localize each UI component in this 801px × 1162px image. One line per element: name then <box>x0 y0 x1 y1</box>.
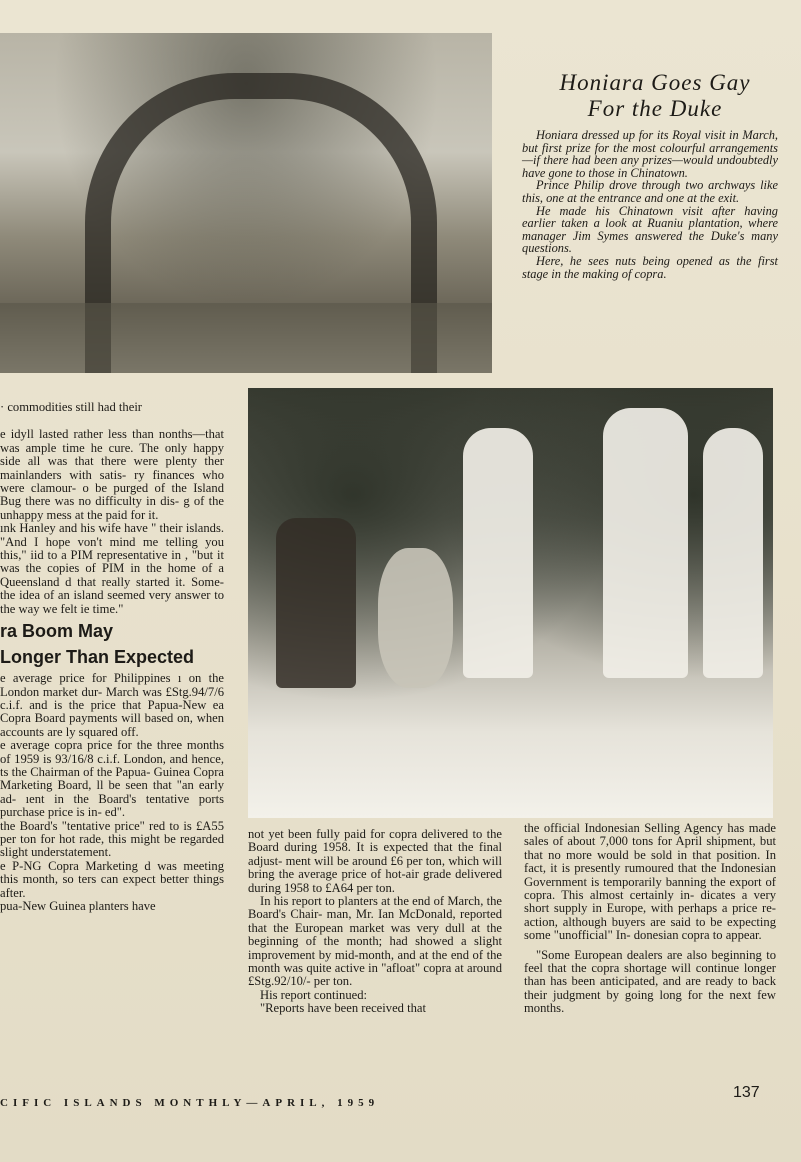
copra-sack <box>378 548 453 688</box>
section-heading <box>0 618 224 670</box>
middle-text-column <box>248 828 502 1016</box>
left-paragraph: e average price for Philippines ı on the London market dur- March was £Stg.94/7/6 c.i.f. and is the price that Papua-New ea Copra Board payments will based on, when accounts are ly squared off. <box>0 671 224 739</box>
officer-figure <box>603 408 688 678</box>
street-ground <box>0 303 492 373</box>
left-paragraph: ınk Hanley and his wife have " their islands. "And I hope von't mind me telling you this," iid to a PIM representative in , "but it was the copies of PIM in the home of a Queensland d that really started it. Some- the idea of an island seemed very answer to the way we felt ie time." <box>0 521 224 616</box>
manager-figure <box>703 428 763 678</box>
section-heading-line1: ra Boom May <box>0 621 114 642</box>
right-paragraph: "Some European dealers are also beginning to feel that the copra shortage will continue longer than has been anticipated, and are ready to back their judgment by going long for the next few months. <box>524 947 776 1016</box>
article-title-line2: For the Duke <box>587 96 723 121</box>
left-paragraph: pua-New Guinea planters have <box>0 899 156 913</box>
section-heading-line2: Longer Than Expected <box>0 647 195 668</box>
article-title-line1: Honiara Goes Gay <box>559 70 751 95</box>
caption-paragraph: Here, he sees nuts being opened as the first stage in the making of copra. <box>522 253 778 281</box>
right-text-column <box>524 822 776 1016</box>
photo-caption <box>522 129 778 280</box>
plantation-photo <box>248 388 773 818</box>
article-title <box>520 70 790 122</box>
left-paragraph: e average copra price for the three months of 1959 is 93/16/8 c.i.f. London, and hence, ts the Chairman of the Papua- Guinea Copra Marketing Board, ll be seen that "an early ad- ıent in the Board's tentative ports purchase price is in- ed". <box>0 738 224 820</box>
caption-paragraph: He made his Chinatown visit after having earlier taken a look at Ruaniu plantation, where manager Jim Symes answered the Duke's many questions. <box>522 203 778 256</box>
middle-paragraph: not yet been fully paid for copra delivered to the Board during 1958. It is expected that the final adjust- ment will be around £6 per ton, which will bring the average price of hot-air grade delivered during 1958 to £A64 per ton. <box>248 827 502 895</box>
middle-paragraph: "Reports have been received that <box>260 1001 426 1016</box>
archway-photo <box>0 33 492 373</box>
caption-paragraph: Prince Philip drove through two archways like this, one at the entrance and one at the exit. <box>522 178 778 205</box>
left-lead-line: · commodities still had their <box>0 400 143 414</box>
left-text-column <box>0 401 224 913</box>
seated-worker-figure <box>276 518 356 688</box>
left-paragraph: the Board's "tentative price" red to is £A55 per ton for hot rade, this might be regarded slight understatement. <box>0 818 224 860</box>
running-footer: CIFIC ISLANDS MONTHLY—APRIL, 1959 <box>0 1097 380 1109</box>
middle-paragraph: In his report to planters at the end of March, the Board's Chair- man, Mr. Ian McDonald, reported that the European market was very dull at the beginning of the month; had showed a slight improvement by mid-month, and at the end of the month was quite active in "afloat" copra at around £Stg.92/10/- per ton. <box>248 894 502 989</box>
left-paragraph: e P-NG Copra Marketing d was meeting this month, so ters can expect better things after. <box>0 858 224 900</box>
middle-paragraph: His report continued: <box>260 987 368 1002</box>
left-paragraph: e idyll lasted rather less than nonths—that was ample time he cure. The only happy side all was that there were plenty ther mainlanders with satis- ry finances who were clamour- o be purged of the Island Bug there was no difficulty in dis- g of the unhappy mess at the paid for it. <box>0 427 224 522</box>
right-paragraph: the official Indonesian Selling Agency has made sales of about 7,000 tons for April shipment, but that no more would be sold in that position. In fact, it is presently rumoured that the Indonesian Government is temporarily banning the export of copra. This almost certainly in- dicates a very short supply in Europe, with perhaps a price re- action, although buyers are said to be expecting some "unofficial" In- donesian copra to appear. <box>524 821 776 943</box>
caption-paragraph: Honiara dressed up for its Royal visit in March, but first prize for the most colourful arrangements—if there had been any prizes—would undoubtedly have gone to those in Chinatown. <box>522 128 778 180</box>
duke-figure <box>463 428 533 678</box>
page-number: 137 <box>733 1084 760 1101</box>
